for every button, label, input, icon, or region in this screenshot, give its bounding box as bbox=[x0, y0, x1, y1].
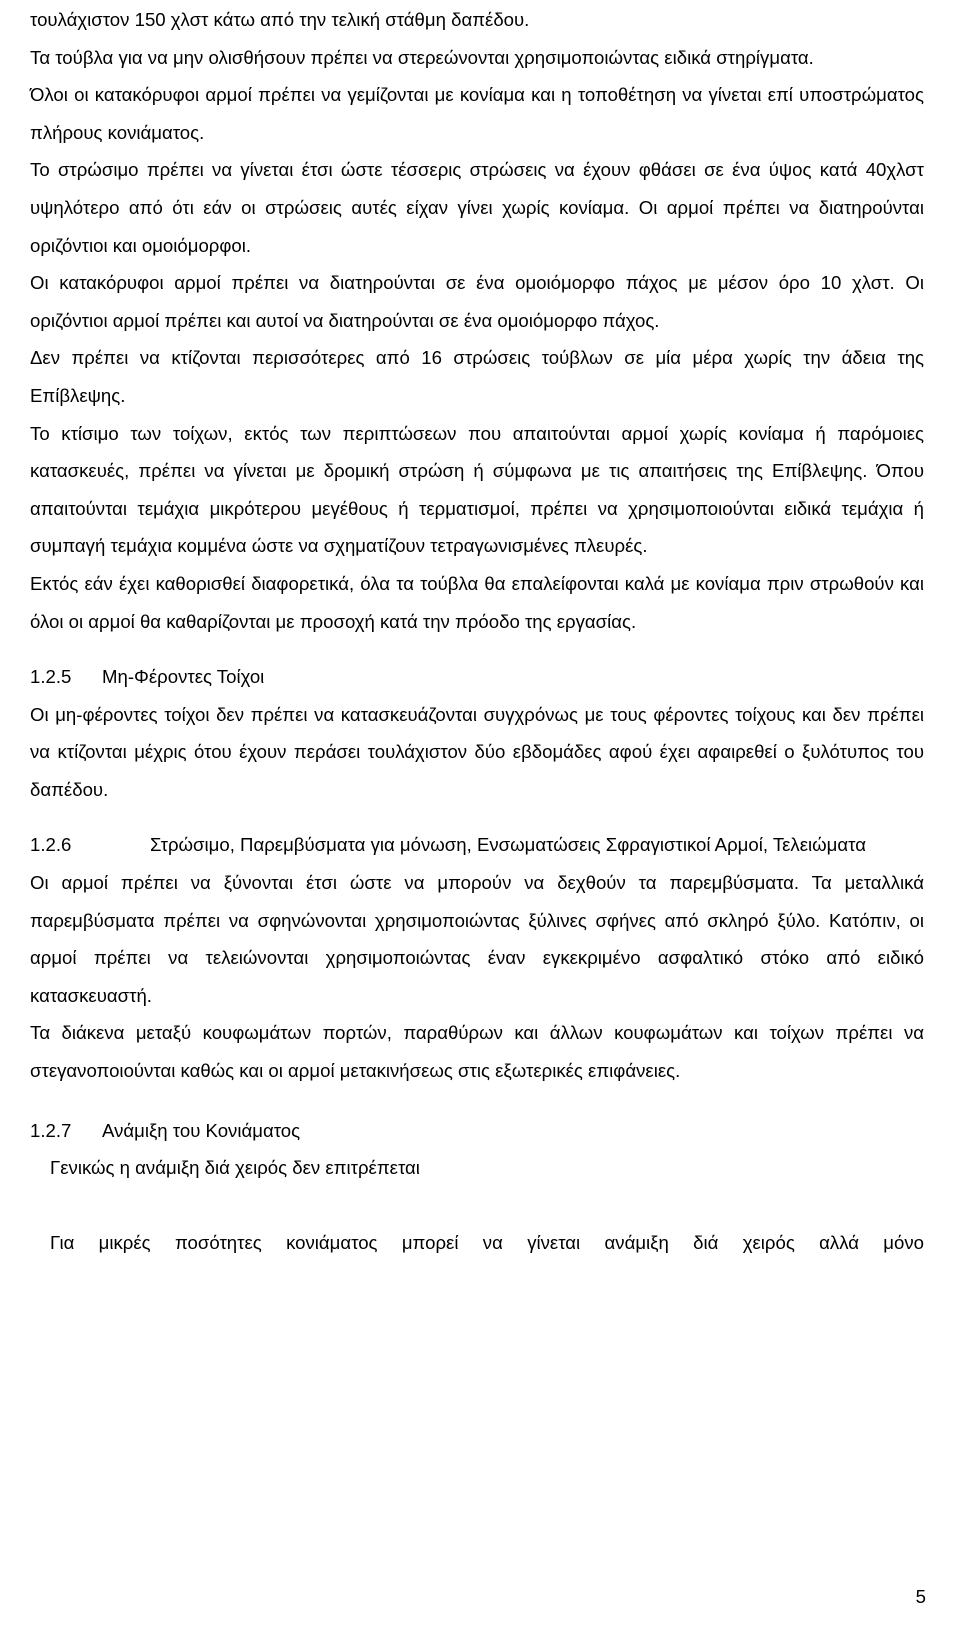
paragraph: Οι κατακόρυφοι αρμοί πρέπει να διατηρούνται σε ένα ομοιόμορφο πάχος με μέσον όρο 10 χλστ. Οι οριζόντιοι αρμοί πρέπει και αυτοί να διατηρούνται σε ένα ομοιόμορφο πάχος. bbox=[30, 272, 924, 331]
document-body bbox=[30, 0, 924, 1262]
section-number: 1.2.7 bbox=[30, 1119, 72, 1141]
section-heading-1-2-5 bbox=[30, 658, 924, 696]
section-title: Ανάμιξη του Κονιάματος bbox=[102, 1119, 301, 1141]
paragraph: Δεν πρέπει να κτίζονται περισσότερες από 16 στρώσεις τούβλων σε μία μέρα χωρίς την άδεια της Επίβλεψης. bbox=[30, 347, 924, 406]
paragraph: Οι μη-φέροντες τοίχοι δεν πρέπει να κατασκευάζονται συγχρόνως με τους φέροντες τοίχους και δεν πρέπει να κτίζονται μέχρις ότου έχουν περάσει τουλάχιστον δύο εβδομάδες αφού έχει αφαιρεθεί ο ξυλότυπος του δαπέδου. bbox=[30, 703, 924, 800]
paragraph: Γενικώς η ανάμιξη διά χειρός δεν επιτρέπεται bbox=[50, 1157, 420, 1179]
section-heading-1-2-6 bbox=[30, 826, 924, 864]
paragraph: Οι αρμοί πρέπει να ξύνονται έτσι ώστε να μπορούν να δεχθούν τα παρεμβύσματα. Τα μεταλλικά παρεμβύσματα πρέπει να σφηνώνονται χρησιμοποιώντας ξύλινες σφήνες από σκληρό ξύλο. Κατόπιν, οι αρμοί πρέπει να τελειώνονται χρησιμοποιώντας έναν εγκεκριμένο ασφαλτικό στόκο από ειδικό κατασκευαστή. bbox=[30, 872, 924, 1006]
paragraph: Το στρώσιμο πρέπει να γίνεται έτσι ώστε τέσσερις στρώσεις να έχουν φθάσει σε ένα ύψος κατά 40χλστ υψηλότερο από ότι εάν οι στρώσεις αυτές είχαν γίνει χωρίς κονίαμα. Οι αρμοί πρέπει να διατηρούνται οριζόντιοι και ομοιόμορφοι. bbox=[30, 159, 924, 256]
paragraph: Για μικρές ποσότητες κονιάματος μπορεί να γίνεται ανάμιξη διά χειρός αλλά μόνο bbox=[50, 1232, 924, 1254]
page-number: 5 bbox=[915, 1586, 926, 1607]
section-number: 1.2.6 bbox=[30, 834, 72, 856]
section-number: 1.2.5 bbox=[30, 666, 72, 688]
paragraph: Το κτίσιμο των τοίχων, εκτός των περιπτώσεων που απαιτούνται αρμοί χωρίς κονίαμα ή παρόμοιες κατασκευές, πρέπει να γίνεται με δρομική στρώση ή σύμφωνα με τις απαιτήσεις της Επίβλεψης. Όπου απαιτούνται τεμάχια μικρότερου μεγέθους ή τερματισμοί, πρέπει να χρησιμοποιούνται ειδικά τεμάχια ή συμπαγή τεμάχια κομμένα ώστε να σχηματίζουν τετραγωνισμένες πλευρές. bbox=[30, 422, 924, 557]
paragraph: Εκτός εάν έχει καθορισθεί διαφορετικά, όλα τα τούβλα θα επαλείφονται καλά με κονίαμα πριν στρωθούν και όλοι οι αρμοί θα καθαρίζονται με προσοχή κατά την πρόοδο της εργασίας. bbox=[30, 572, 924, 632]
paragraph: Όλοι οι κατακόρυφοι αρμοί πρέπει να γεμίζονται με κονίαμα και η τοποθέτηση να γίνεται επί υποστρώματος πλήρους κονιάματος. bbox=[30, 84, 924, 143]
section-title: Μη-Φέροντες Τοίχοι bbox=[102, 666, 265, 688]
paragraph: τουλάχιστον 150 χλστ κάτω από την τελική στάθμη δαπέδου. bbox=[30, 9, 530, 30]
section-heading-1-2-7 bbox=[30, 1112, 924, 1150]
paragraph: Τα τούβλα για να μην ολισθήσουν πρέπει να στερεώνονται χρησιμοποιώντας ειδικά στηρίγματα. bbox=[30, 46, 814, 68]
section-title: Στρώσιμο, Παρεμβύσματα για μόνωση, Ενσωματώσεις Σφραγιστικοί Αρμοί, Τελειώματα bbox=[150, 834, 866, 856]
paragraph: Τα διάκενα μεταξύ κουφωμάτων πορτών, παραθύρων και άλλων κουφωμάτων και τοίχων πρέπει να στεγανοποιούνται καθώς και οι αρμοί μετακινήσεως στις εξωτερικές επιφάνειες. bbox=[30, 1022, 924, 1082]
